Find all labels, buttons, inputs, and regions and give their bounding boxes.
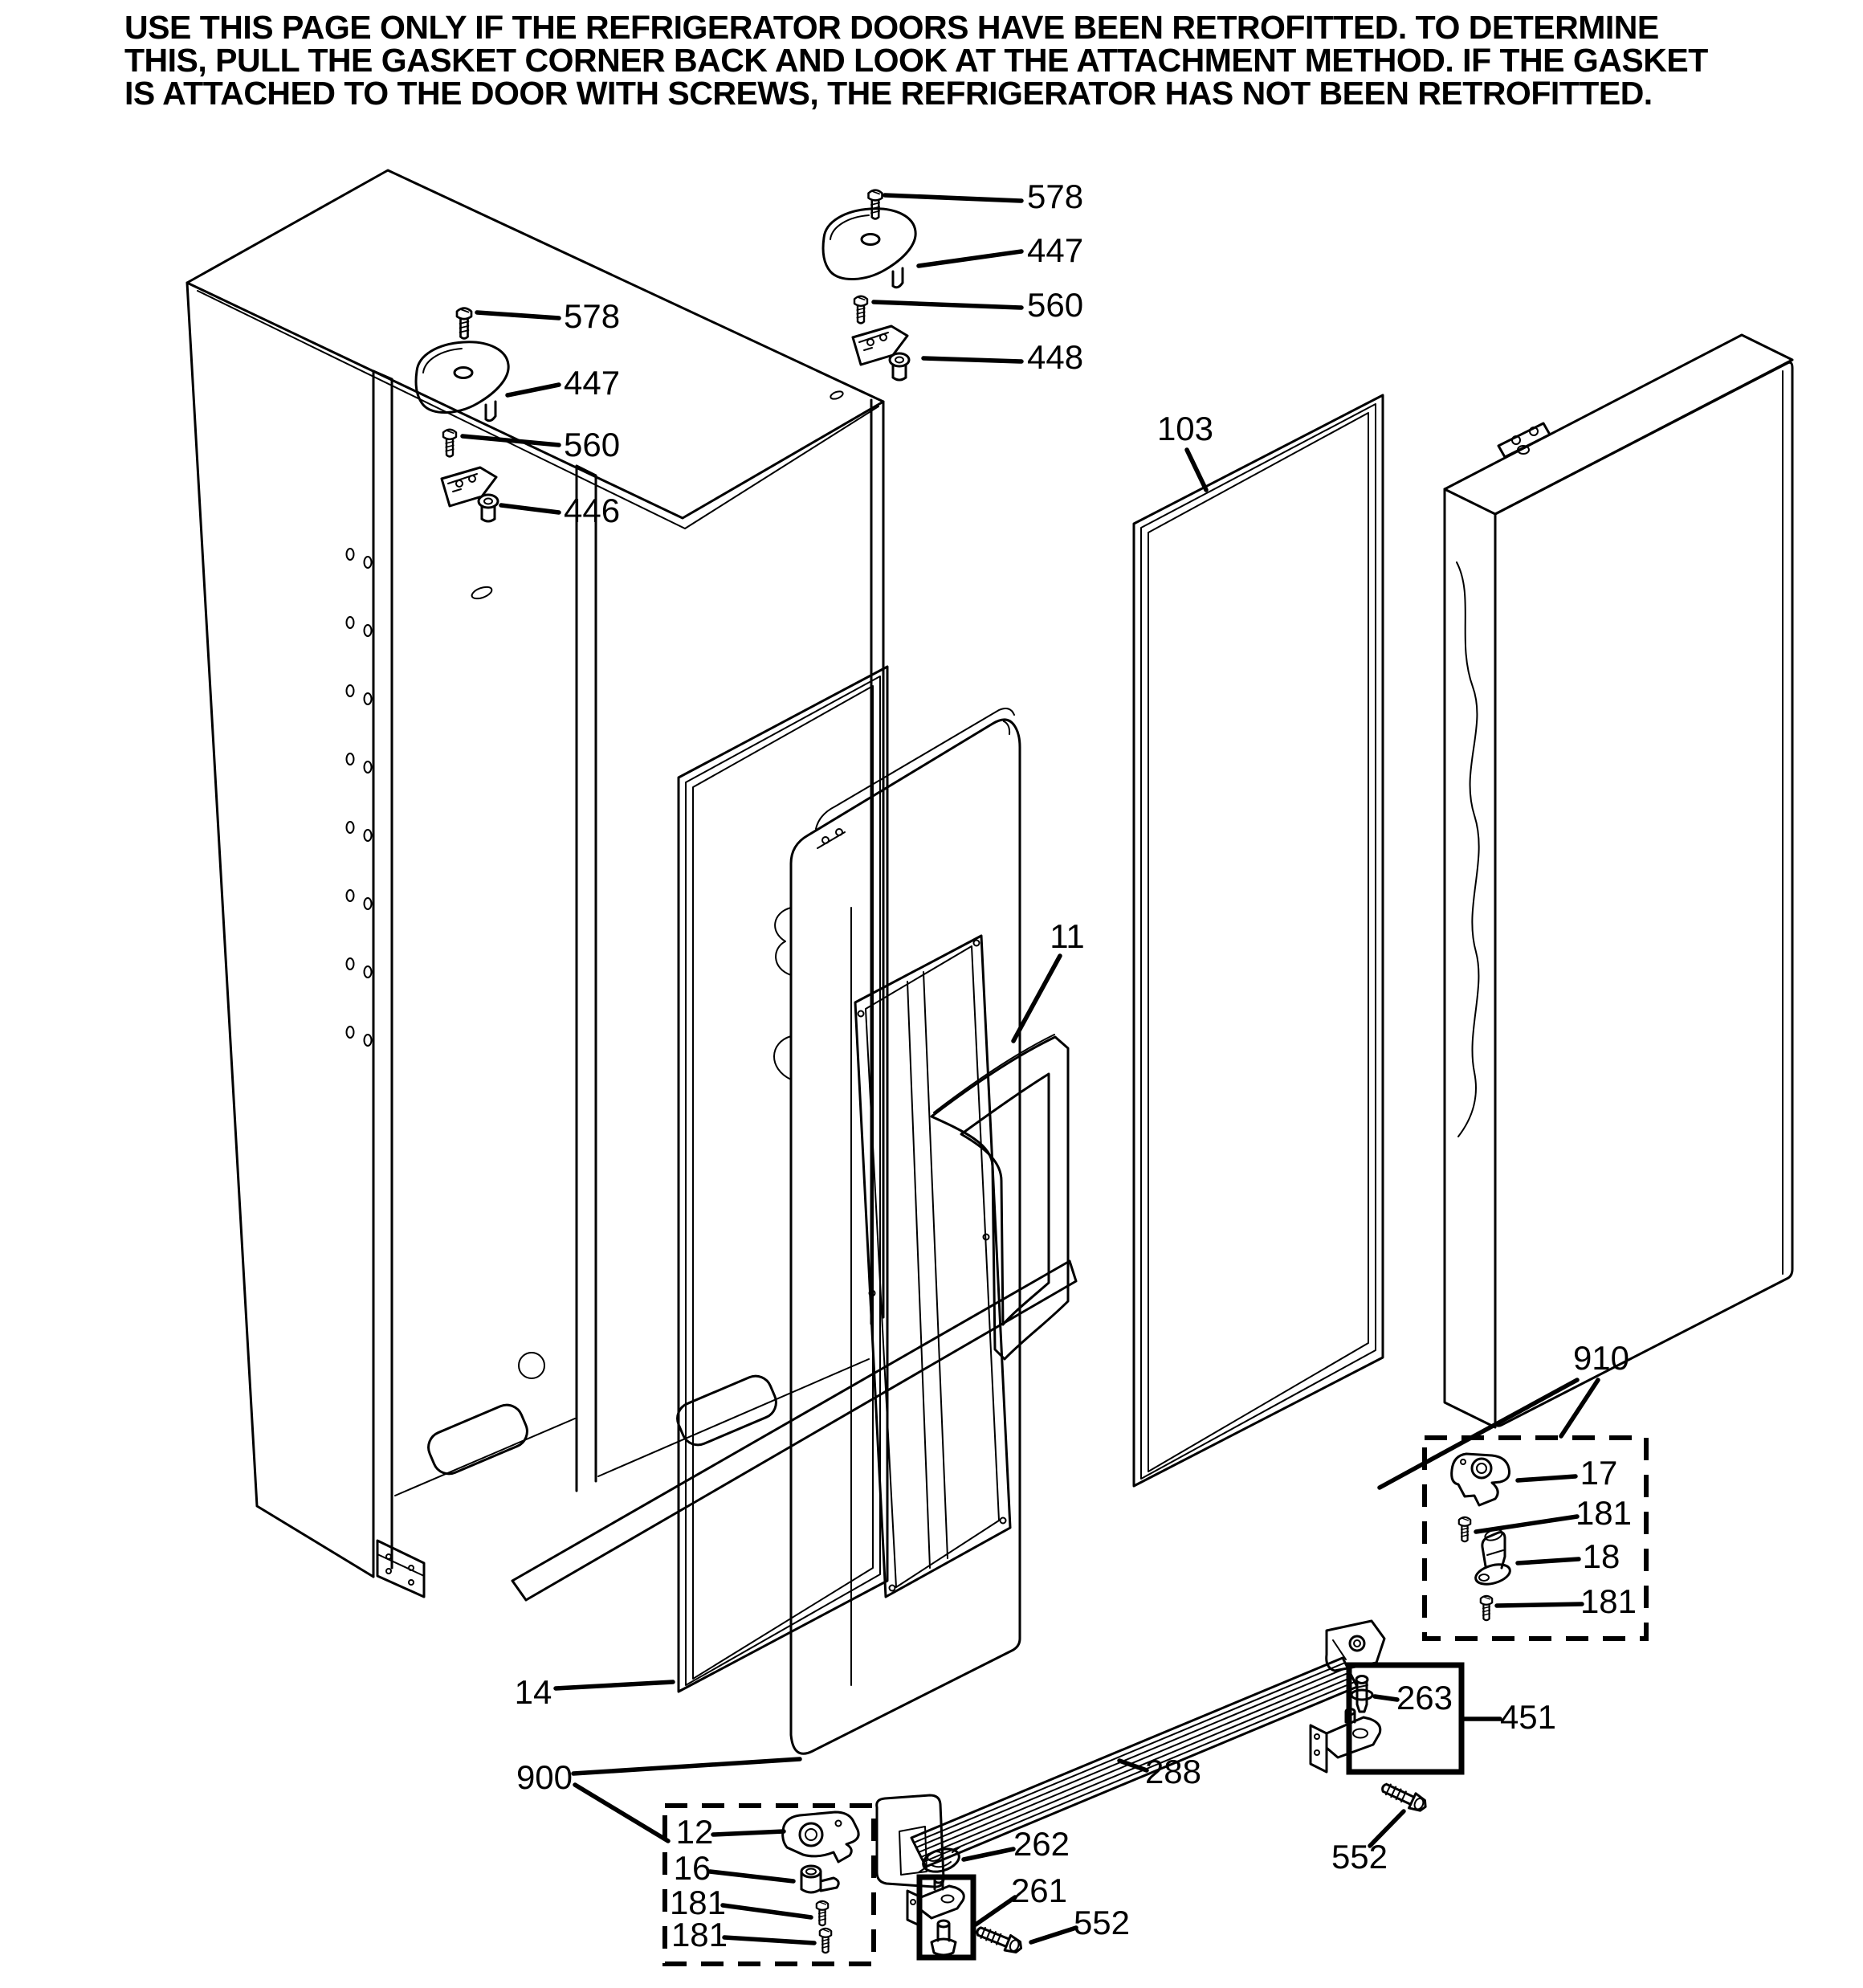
leader-900-to-door [573,1759,800,1774]
callout-label-bolt-552-right: 552 [1331,1838,1388,1876]
leader-18 [1518,1559,1579,1563]
part-hinge-cover-447-right [823,209,915,288]
leader-560-right [874,302,1021,308]
top-right-hinge-hardware [823,178,1083,380]
cabinet-top-face-lip [198,291,879,529]
shelf-pin-hole [365,1035,372,1046]
callout-label-pin-263: 263 [1396,1679,1453,1717]
leader-262 [964,1849,1013,1859]
leader-446-left [501,505,559,512]
callout-label-hinge-cover-top-right: 447 [1027,231,1084,269]
shelf-pin-hole [365,625,372,636]
trim-inner [961,1074,1049,1325]
callout-label-bracket-12: 12 [675,1813,714,1851]
shelf-pin-hole [365,898,372,909]
leader-17 [1518,1476,1576,1480]
cabinet-center-mullion [577,466,596,1491]
foot-plate-hole [386,1554,391,1559]
panel-hole [1001,1518,1006,1524]
foot-plate-hole [386,1569,391,1574]
center-bottom-hinge-hardware [907,1825,1130,1957]
part-bolt-552-right [1380,1780,1429,1815]
part-bolt-261 [932,1921,956,1955]
leader-14 [556,1682,673,1688]
part-screw-560-left [443,430,456,457]
callout-label-top-hinge-left: 446 [564,492,621,529]
gasket-103-outer [1134,395,1383,1486]
part-screw-578-left [457,308,471,339]
panel-inner [866,946,999,1587]
gasket-14-inner [693,686,873,1679]
callout-label-kickplate-grille: 288 [1144,1753,1202,1790]
leader-181-left-a [723,1905,811,1917]
panel-hole [890,1586,895,1591]
part-screw-181-left-b [820,1929,831,1953]
panel-creases [907,972,948,1568]
shelf-pin-hole [365,830,372,841]
leader-552-center [1031,1928,1076,1942]
leader-578-right [885,195,1021,201]
part-bolt-552-center [975,1923,1025,1955]
part-hinge-cover-447-left [416,342,508,421]
part-screw-181-right-a [1459,1517,1470,1541]
shelf-pin-hole [365,761,372,773]
grille-right-pin-hole [1354,1640,1360,1647]
callout-label-screw-181-right-b: 181 [1580,1582,1637,1620]
callout-label-screw-hinge-top-right: 560 [1027,286,1084,324]
shelf-pin-hole [365,557,372,568]
part-top-hinge-446 [442,467,498,521]
leader-261 [976,1897,1015,1925]
gasket-103-inner [1148,413,1368,1472]
leader-16 [710,1872,793,1881]
cabinet-top-hole-right [830,390,844,401]
grille-slats [914,1663,1355,1862]
freezer-door-liner-notches [774,908,791,1080]
callout-label-bushing-16: 16 [673,1849,711,1887]
callout-label-screw-hinge-top-left: 560 [564,426,621,463]
callout-label-hinge-cover-top-left: 447 [564,364,621,402]
shelf-pin-hole [347,958,354,970]
shelf-pin-hole [365,693,372,704]
shelf-pin-hole [365,966,372,978]
dispenser-recess-panel [855,936,1010,1597]
fresh-food-bottom-hinge-kit [1380,1339,1646,1639]
callout-label-fresh-food-door-gasket: 103 [1156,410,1214,447]
callout-label-freezer-hinge-kit: 900 [516,1758,573,1796]
freezer-floor-edge [395,1419,575,1496]
panel-hole [858,1011,864,1017]
callout-label-bracket-17: 17 [1580,1454,1618,1492]
refrigerator-cabinet [187,170,1076,1600]
callout-label-screw-181-right-a: 181 [1575,1494,1633,1532]
panel-hole [974,941,980,946]
foot-plate-hole [409,1580,414,1585]
cabinet-foot-plate-line [377,1554,424,1576]
part-top-hinge-448 [853,326,909,380]
callout-label-freezer-door-gasket: 14 [514,1673,552,1711]
shelf-pin-hole [347,617,354,628]
cabinet-left-front-stile [373,371,392,1577]
leader-447-left [508,385,559,395]
part-bracket-17 [1452,1454,1510,1505]
freezer-floor-recess [423,1400,532,1479]
part-bushing-16 [801,1866,838,1892]
ff-door-front-face [1495,362,1792,1426]
leader-900-to-box [575,1785,668,1841]
fresh-food-floor-edge [598,1359,869,1476]
callout-label-bracket-451: 451 [1499,1698,1557,1736]
top-left-hinge-hardware [416,297,620,529]
callout-label-bracket-261: 261 [1010,1872,1068,1909]
instructions-line-3: IS ATTACHED TO THE DOOR WITH SCREWS, THE REFRIGERATOR HAS NOT BEEN RETROFITTED. [124,75,1653,112]
shelf-pin-hole [347,753,354,765]
ff-door-hinge-plate [1498,423,1550,457]
callout-label-top-hinge-right: 448 [1027,338,1084,376]
freezer-door-gasket [515,667,887,1711]
callout-label-screw-top-right: 578 [1027,178,1084,215]
cabinet-foot-plate [377,1541,424,1597]
leader-578-left [477,312,559,318]
leader-263 [1375,1696,1397,1700]
cabinet-top-hole [471,585,494,601]
instructions-line-2: THIS, PULL THE GASKET CORNER BACK AND LOOK AT THE ATTACHMENT METHOD. IF THE GASKET [124,42,1708,79]
part-screw-181-right-b [1481,1596,1492,1620]
shelf-pin-hole [347,685,354,696]
callout-label-fresh-food-hinge-kit: 910 [1572,1339,1630,1377]
callout-label-dispenser-trim: 11 [1050,917,1085,955]
callout-label-screw-181-left-a: 181 [669,1884,727,1921]
shelf-pin-holes [347,549,372,1046]
callout-label-bolt-552-center: 552 [1073,1904,1131,1941]
shelf-pin-hole [347,549,354,560]
part-screw-578-right [869,190,883,219]
part-bracket-451 [1311,1709,1380,1773]
grille-right-pin [1350,1636,1364,1651]
kickplate-grille [877,1621,1384,1887]
fresh-food-floor-recess [672,1371,781,1450]
freezer-door [774,708,1020,1753]
leader-181-right-b [1497,1604,1582,1606]
gasket-103-mid [1141,404,1376,1479]
cabinet-left-wall [187,283,373,1577]
leader-910-to-box [1561,1380,1598,1436]
callout-label-screw-181-left-b: 181 [671,1916,728,1953]
freezer-door-top-strip [816,708,1014,829]
leader-181-left-b [724,1937,814,1943]
leader-181-right-a [1476,1517,1577,1532]
freezer-bottom-hinge-kit [516,1758,874,1964]
cabinet-top-face [187,170,883,518]
leader-447-right [919,251,1021,266]
floor-drain-hole [519,1353,544,1378]
leader-103 [1187,450,1206,490]
part-pivot-18 [1474,1528,1512,1588]
shelf-pin-hole [347,1027,354,1038]
part-bracket-12 [783,1812,858,1862]
foot-plate-hole [409,1565,414,1570]
ff-door-liner-contour [1457,562,1479,1137]
hinge-kit-451 [1311,1665,1556,1876]
callout-label-screw-top-left: 578 [564,297,621,335]
gasket-14-outer [679,667,887,1692]
shelf-pin-hole [347,822,354,833]
fresh-food-door [1445,335,1792,1427]
leader-12 [713,1831,784,1835]
kit-261-solid-box [919,1877,973,1957]
callout-label-pivot-18: 18 [1582,1537,1620,1575]
fresh-food-door-gasket [1134,395,1383,1486]
callout-label-cam-262: 262 [1013,1825,1070,1863]
grille-right-detail [1333,1640,1346,1659]
part-screw-181-left-a [817,1901,828,1925]
instructions-line-1: USE THIS PAGE ONLY IF THE REFRIGERATOR DOORS HAVE BEEN RETROFITTED. TO DETERMINE [124,9,1659,46]
leader-448-right [923,358,1021,361]
part-screw-560-right [854,296,867,324]
ff-door-top-face [1445,335,1792,514]
shelf-pin-hole [347,890,354,901]
dispenser-trim [932,917,1085,1359]
ff-door-side-face [1445,489,1495,1427]
